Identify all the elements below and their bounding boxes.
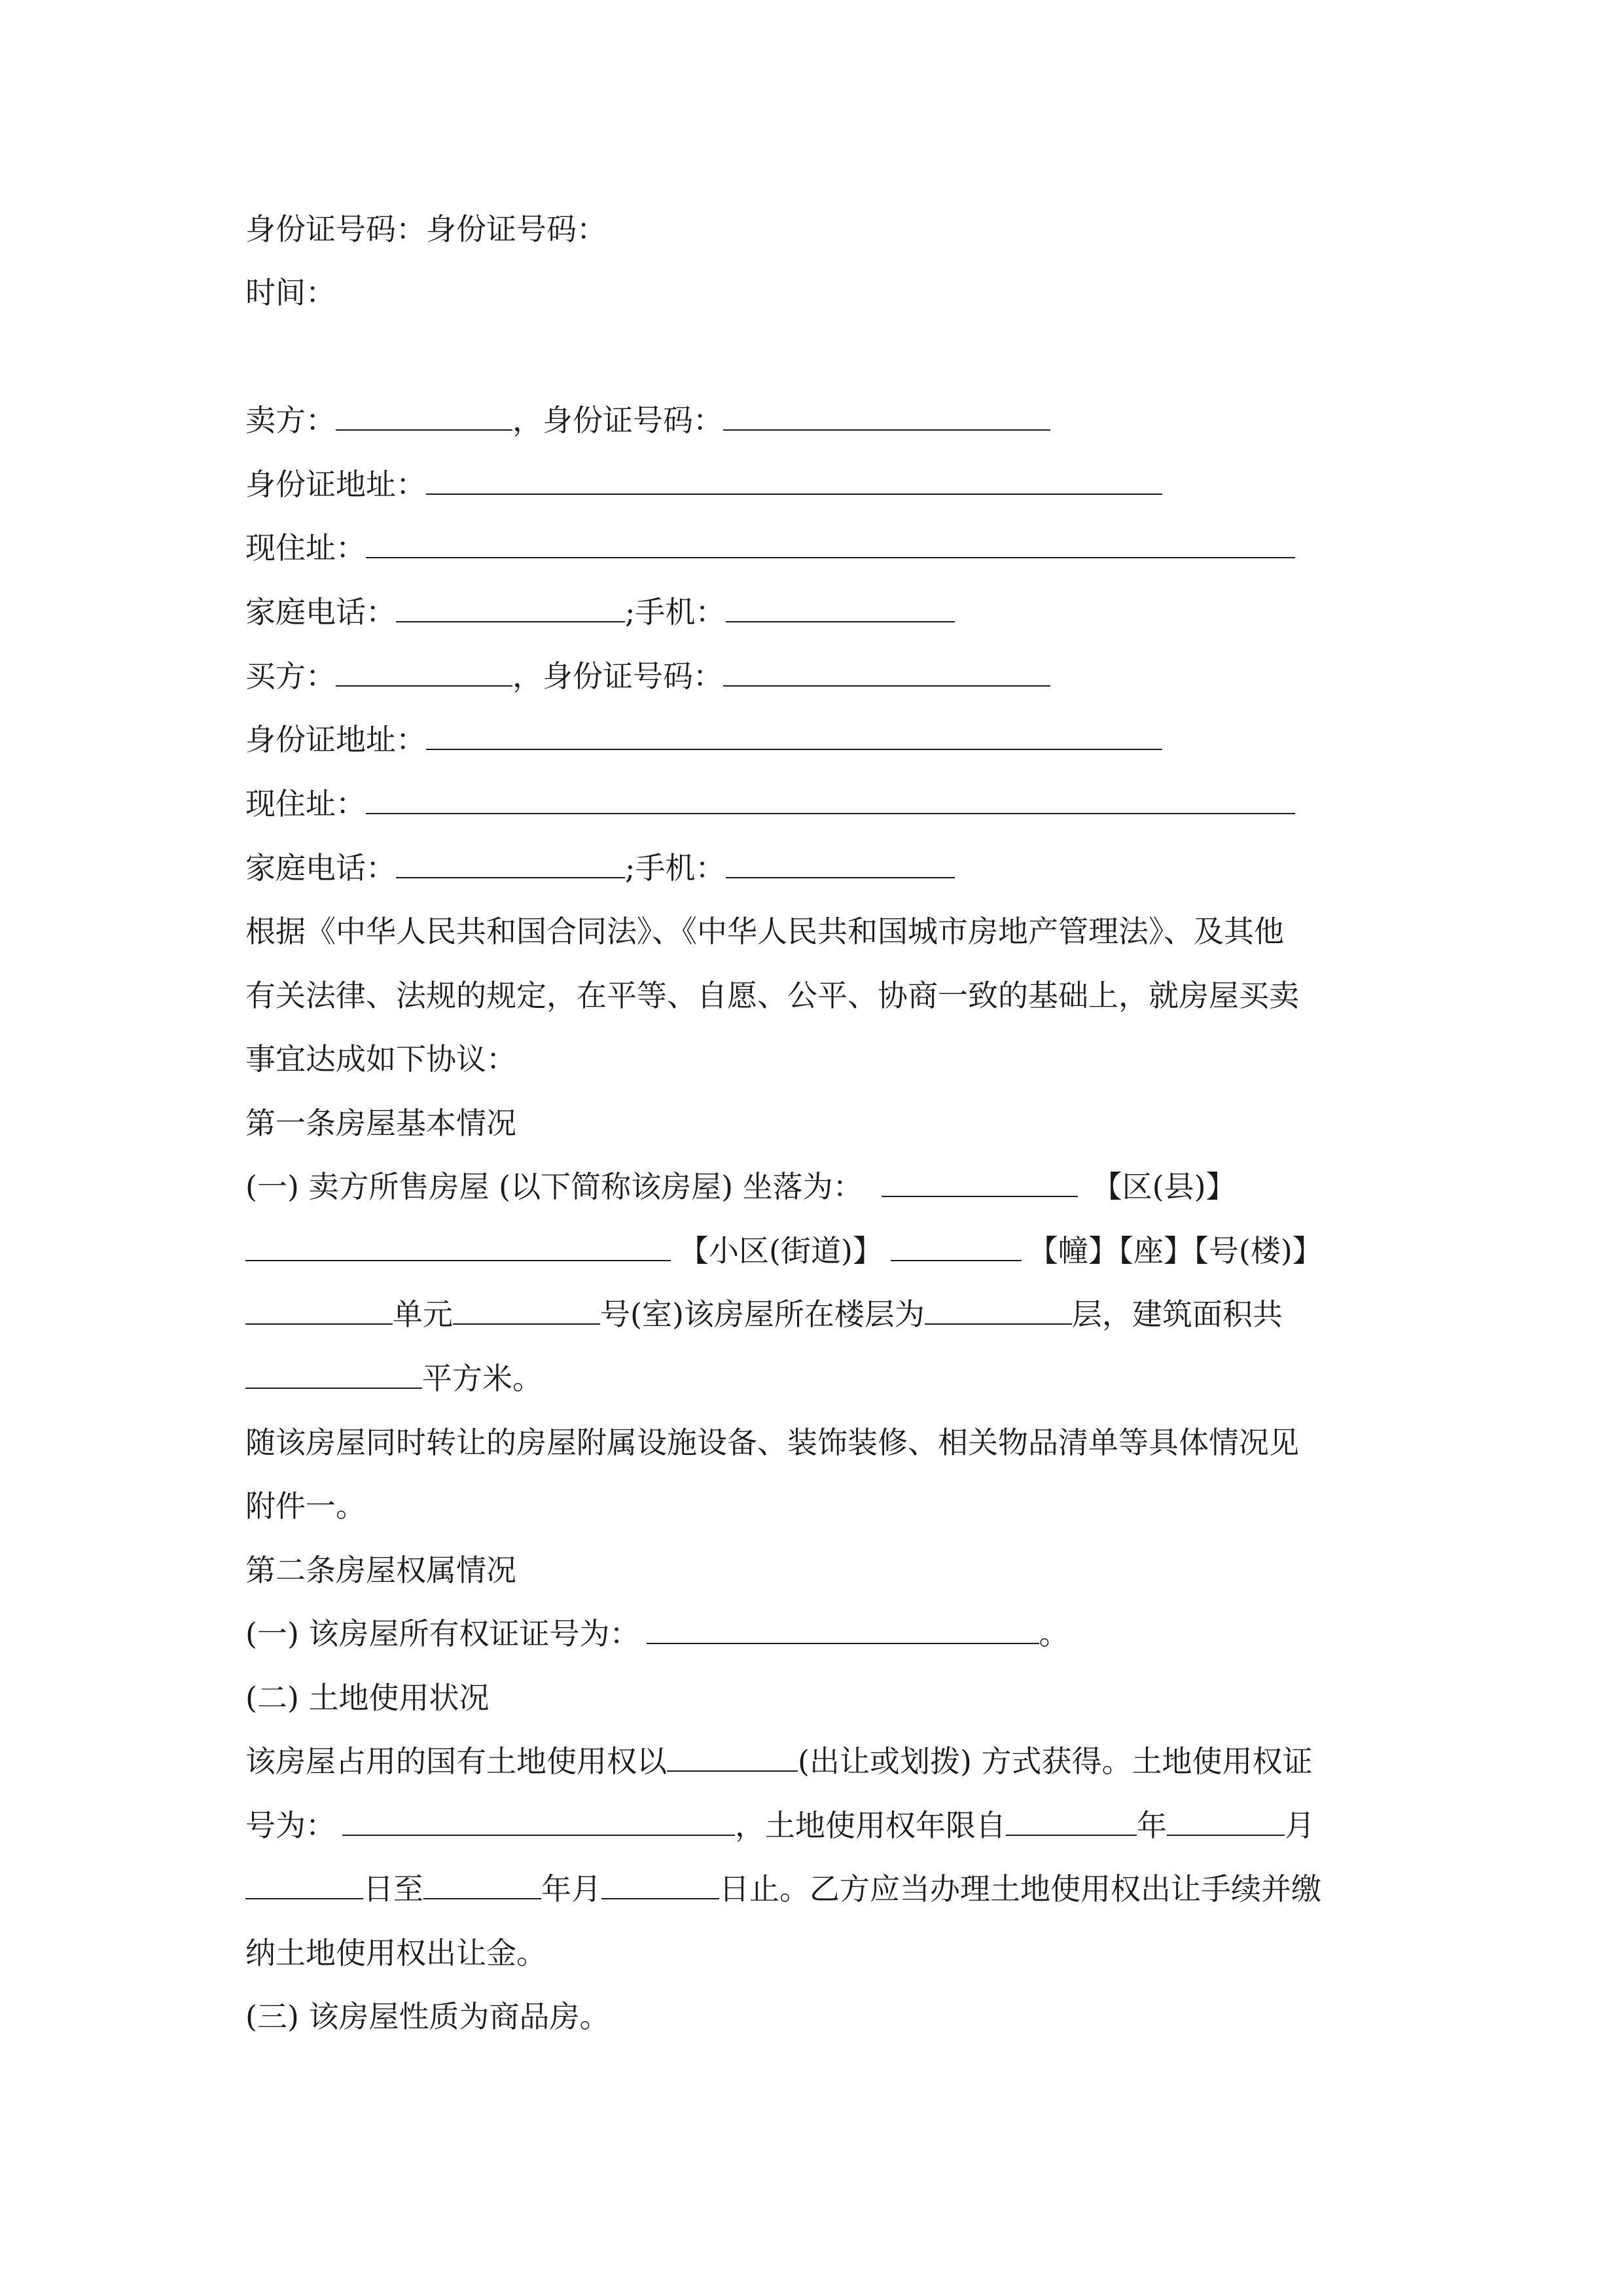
seller-home-phone-blank[interactable] bbox=[396, 592, 625, 622]
floor-area-label: 层，建筑面积共 bbox=[1071, 1297, 1283, 1332]
land-line-4: 纳土地使用权出让金。 bbox=[245, 1935, 546, 1971]
seller-id-label: ，身份证号码： bbox=[512, 403, 723, 438]
preamble-line-2: 有关法律、法规的规定，在平等、自愿、公平、协商一致的基础上，就房屋买卖 bbox=[245, 978, 1299, 1013]
buyer-id-blank[interactable] bbox=[723, 656, 1050, 687]
seller-label: 卖方： bbox=[245, 403, 336, 438]
district-blank[interactable] bbox=[882, 1167, 1078, 1197]
seller-id-address-blank[interactable] bbox=[426, 465, 1162, 495]
article2-item1-line bbox=[245, 1614, 1069, 1653]
land-line2-a: 号为： bbox=[245, 1808, 336, 1843]
article1-item1-line bbox=[245, 1167, 1236, 1206]
preamble-line-3: 事宜达成如下协议： bbox=[245, 1041, 516, 1077]
from-day-blank[interactable] bbox=[245, 1869, 363, 1899]
land-line1-a: 该房屋占用的国有土地使用权以 bbox=[245, 1744, 667, 1779]
building-blank[interactable] bbox=[891, 1231, 1022, 1261]
from-month-blank[interactable] bbox=[1167, 1806, 1285, 1836]
buyer-phone-line bbox=[245, 848, 955, 888]
land-line2-b: ，土地使用权年限自 bbox=[735, 1808, 1006, 1843]
seller-id-address-label: 身份证地址： bbox=[245, 467, 426, 502]
community-blank[interactable] bbox=[245, 1231, 671, 1261]
seller-current-address-blank[interactable] bbox=[366, 528, 1295, 558]
seller-name-blank[interactable] bbox=[336, 401, 512, 431]
day-end-label: 日止。乙方应当办理土地使用权出让手续并缴 bbox=[719, 1871, 1321, 1907]
year-label: 年 bbox=[1137, 1808, 1167, 1843]
article2-item3: (三) 该房屋性质为商品房。 bbox=[245, 1999, 610, 2034]
room-floor-label: 号(室)该房屋所在楼层为 bbox=[600, 1297, 925, 1332]
article2-item1-end: 。 bbox=[1039, 1616, 1069, 1651]
article2-item1-text: (一) 该房屋所有权证证号为： bbox=[245, 1616, 640, 1651]
seller-phone-line bbox=[245, 592, 955, 632]
buyer-mobile-label: ;手机： bbox=[625, 850, 726, 886]
article2-title: 第二条房屋权属情况 bbox=[245, 1552, 516, 1588]
building-label: 【幢】【座】【号(楼)】 bbox=[1027, 1233, 1323, 1268]
year-month-label: 年月 bbox=[541, 1871, 601, 1907]
to-year-blank[interactable] bbox=[423, 1869, 541, 1899]
seller-id-blank[interactable] bbox=[723, 401, 1050, 431]
to-day-blank[interactable] bbox=[601, 1869, 719, 1899]
buyer-home-phone-label: 家庭电话： bbox=[245, 850, 396, 886]
time-line: 时间： bbox=[245, 275, 336, 310]
ownership-cert-blank[interactable] bbox=[647, 1614, 1039, 1644]
buyer-current-address-label: 现住址： bbox=[245, 786, 366, 821]
district-label: 【区(县)】 bbox=[1092, 1169, 1236, 1204]
id-number-line: 身份证号码：身份证号码： bbox=[245, 211, 607, 247]
buyer-name-blank[interactable] bbox=[336, 656, 512, 687]
sqm-label: 平方米。 bbox=[422, 1361, 543, 1396]
buyer-current-address-blank[interactable] bbox=[366, 784, 1295, 814]
seller-current-address-line bbox=[245, 528, 1295, 567]
buyer-line bbox=[245, 656, 1050, 696]
land-line-2 bbox=[245, 1806, 1315, 1845]
land-cert-blank[interactable] bbox=[342, 1806, 735, 1836]
buyer-current-address-line bbox=[245, 784, 1295, 823]
seller-current-address-label: 现住址： bbox=[245, 530, 366, 565]
seller-mobile-blank[interactable] bbox=[726, 592, 955, 622]
buyer-id-address-label: 身份证地址： bbox=[245, 722, 426, 757]
seller-mobile-label: ;手机： bbox=[625, 594, 726, 630]
unit-label: 单元 bbox=[393, 1297, 453, 1332]
land-line1-b: (出让或划拨) 方式获得。土地使用权证 bbox=[798, 1744, 1313, 1779]
community-label: 【小区(街道)】 bbox=[679, 1233, 883, 1268]
month-label: 月 bbox=[1285, 1808, 1315, 1843]
day-to-label: 日至 bbox=[363, 1871, 423, 1907]
attached-line-1: 随该房屋同时转让的房屋附属设施设备、装饰装修、相关物品清单等具体情况见 bbox=[245, 1425, 1299, 1460]
article1-area-line bbox=[245, 1359, 543, 1398]
buyer-mobile-blank[interactable] bbox=[726, 848, 955, 878]
from-year-blank[interactable] bbox=[1006, 1806, 1137, 1836]
land-line-3 bbox=[245, 1869, 1321, 1909]
article1-community-line bbox=[245, 1231, 1323, 1270]
buyer-label: 买方： bbox=[245, 658, 336, 694]
article2-item2-title: (二) 土地使用状况 bbox=[245, 1680, 490, 1715]
buyer-id-address-blank[interactable] bbox=[426, 720, 1162, 750]
land-method-blank[interactable] bbox=[667, 1742, 798, 1772]
land-line-1 bbox=[245, 1742, 1313, 1781]
floor-blank[interactable] bbox=[925, 1295, 1072, 1325]
seller-line bbox=[245, 401, 1050, 440]
buyer-home-phone-blank[interactable] bbox=[396, 848, 625, 878]
preamble-line-1: 根据《中华人民共和国合同法》、《中华人民共和国城市房地产管理法》、及其他 bbox=[245, 914, 1284, 949]
seller-home-phone-label: 家庭电话： bbox=[245, 594, 396, 630]
room-blank[interactable] bbox=[453, 1295, 600, 1325]
buyer-id-address-line bbox=[245, 720, 1162, 759]
seller-id-address-line bbox=[245, 465, 1162, 504]
article1-title: 第一条房屋基本情况 bbox=[245, 1105, 516, 1141]
article1-unit-line bbox=[245, 1295, 1283, 1334]
area-blank[interactable] bbox=[245, 1359, 422, 1389]
attached-line-2: 附件一。 bbox=[245, 1488, 366, 1524]
buyer-id-label: ，身份证号码： bbox=[512, 658, 723, 694]
unit-blank[interactable] bbox=[245, 1295, 393, 1325]
article1-item1-text: (一) 卖方所售房屋 (以下简称该房屋) 坐落为： bbox=[245, 1169, 863, 1204]
